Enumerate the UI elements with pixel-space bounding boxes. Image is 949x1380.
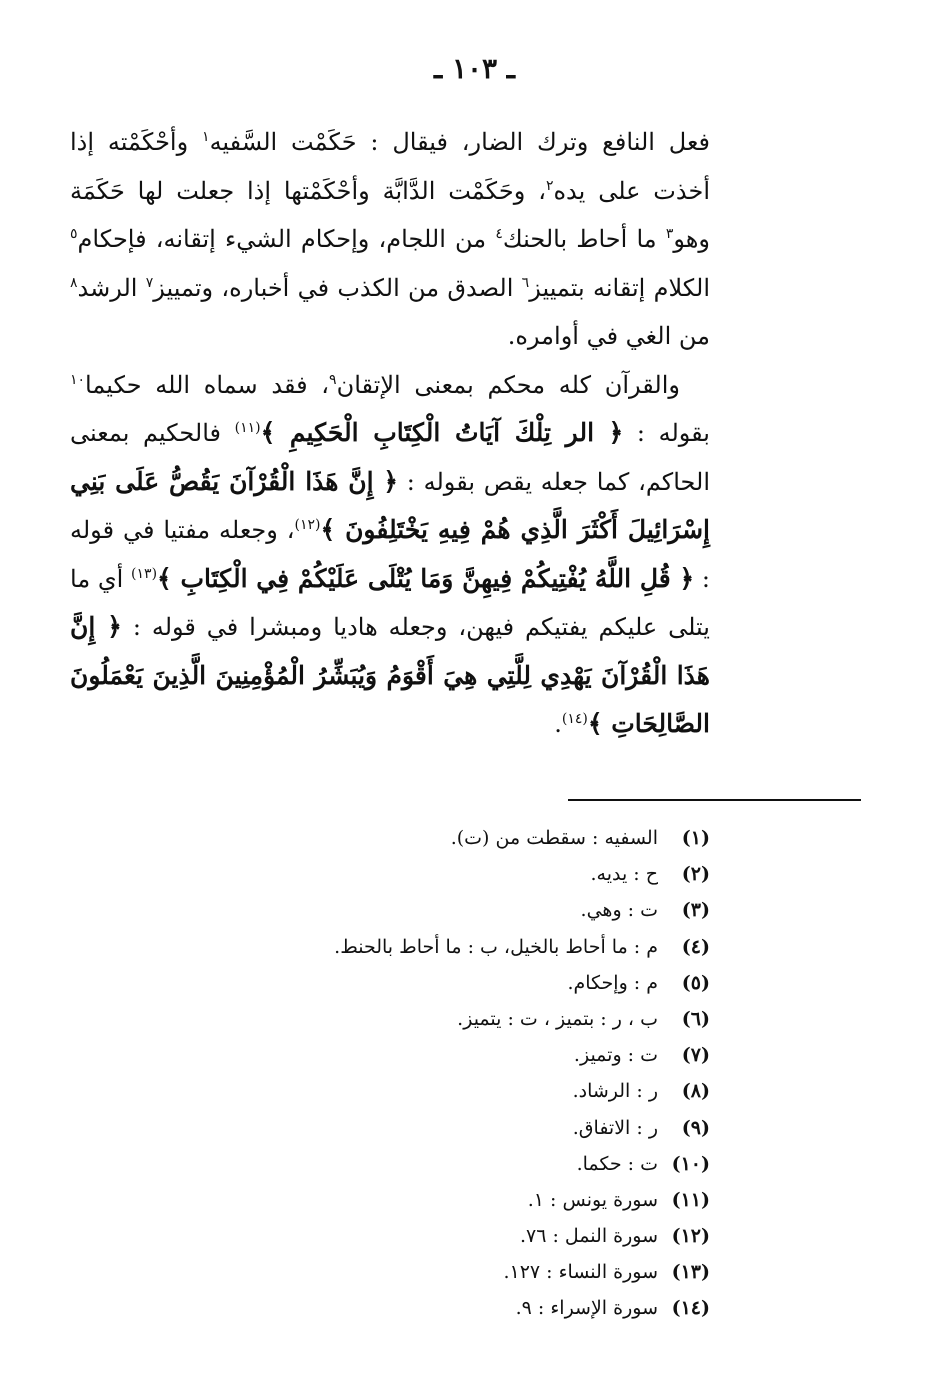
footnote-marker: ٢	[545, 177, 554, 194]
text-run: فعل النافع وترك الضار، فيقال : حَكَمْت السَّفيه	[209, 128, 710, 156]
footnote-item	[120, 1218, 710, 1254]
footnote-text: ر : الاتفاق.	[572, 1116, 658, 1139]
footnote-text: سورة النمل : ٧٦.	[519, 1225, 658, 1248]
footnote-text: ر : الرشاد.	[572, 1080, 658, 1103]
footnote-number: (٦)	[681, 1007, 710, 1030]
footnote-number: (٨)	[681, 1080, 710, 1103]
text-run: وأحْكَمْته إذا أخذت على يده	[70, 128, 711, 205]
text-run: بقوله :	[623, 419, 710, 447]
quran-verse: ﴿ إِنَّ هَذَا الْقُرْآنَ يَقُصُّ عَلَى بَنِي إِسْرَائِيلَ أَكْثَرَ الَّذِي هُمْ فِيهِ يَخْتَلِفُونَ ﴾	[70, 466, 710, 544]
footnote-number: (١٢)	[671, 1225, 710, 1248]
footnote-marker: ٤	[495, 226, 503, 242]
footnote-item	[120, 1110, 710, 1146]
footnote-text: م : وإحكام.	[567, 971, 658, 994]
footnote-marker: ٨	[70, 274, 78, 291]
footnote-item	[120, 1037, 710, 1073]
footnote-text: ت : حكما.	[576, 1152, 658, 1175]
text-run: .	[554, 710, 562, 738]
footnote-number: (٣)	[681, 899, 710, 922]
footnote-number: (١٣)	[671, 1261, 710, 1284]
text-run: الكلام إتقانه بتمييز	[529, 273, 710, 302]
footnote-text: سورة النساء : ١٢٧.	[503, 1261, 658, 1284]
text-run: الصدق من الكذب في أخباره، وتمييز	[153, 273, 522, 302]
footnote-number: (٩)	[681, 1116, 710, 1139]
footnote-item	[120, 1001, 710, 1037]
footnote-text: ت : وهي.	[580, 899, 658, 922]
footnotes	[120, 820, 710, 1327]
footnote-item	[120, 892, 710, 928]
text-run: الرشد	[77, 273, 146, 302]
main-text	[70, 118, 710, 749]
footnote-separator	[568, 799, 861, 801]
footnote-item	[120, 929, 710, 965]
footnote-number: (١١)	[671, 1188, 710, 1211]
footnote-text: ب ، ر : بتميز ، ت : يتميز.	[457, 1007, 658, 1030]
text-run: ، فقد سماه الله حكيما	[85, 370, 330, 399]
footnote-marker: (١٣)	[131, 565, 158, 582]
footnote-item	[120, 856, 710, 892]
footnote-number: (٥)	[681, 971, 710, 994]
footnote-marker: ١	[202, 129, 210, 145]
footnote-marker: ٩	[329, 371, 337, 388]
quran-verse: ﴿ إِنَّ هَذَا الْقُرْآنَ يَهْدِي لِلَّتِي هِيَ أَقْوَمُ وَيُبَشِّرُ الْمُؤْمِنِينَ الَّذِينَ يَعْمَلُونَ الصَّالِحَاتِ ﴾	[70, 612, 710, 738]
footnote-marker: (١٤)	[561, 711, 588, 727]
footnote-marker: (١٢)	[294, 517, 321, 533]
text-run: من الغي في أوامره.	[507, 322, 710, 350]
paragraph-2	[70, 361, 710, 749]
text-run: والقرآن كله محكم بمعنى الإتقان	[336, 370, 680, 399]
quran-verse: ﴿ الر تِلْكَ آيَاتُ الْكِتَابِ الْحَكِيمِ ﴾	[260, 418, 624, 447]
footnote-item	[120, 1290, 710, 1326]
footnote-item	[120, 1146, 710, 1182]
footnote-item	[120, 1073, 710, 1109]
footnote-number: (٤)	[681, 935, 710, 958]
page-number: ـ ١٠٣ ـ	[433, 52, 516, 85]
footnote-item	[120, 820, 710, 856]
footnote-text: السفيه : سقطت من (ت).	[450, 827, 658, 849]
paragraph-1	[70, 118, 710, 361]
footnote-number: (٧)	[681, 1044, 710, 1067]
footnote-item	[120, 965, 710, 1001]
text-run: من اللجام، وإحكام الشيء إتقانه، فإحكام	[77, 225, 496, 253]
footnote-marker: (١١)	[234, 420, 261, 436]
footnote-number: (٢)	[681, 863, 710, 886]
quran-verse: ﴿ قُلِ اللَّهُ يُفْتِيكُمْ فِيهِنَّ وَمَا يُتْلَى عَلَيْكُمْ فِي الْكِتَابِ ﴾	[157, 563, 695, 593]
footnote-number: (١٠)	[671, 1152, 710, 1175]
footnote-text: ح : يديه.	[590, 863, 658, 886]
footnote-marker: ٥	[70, 226, 78, 242]
text-run: ، وجعله مفتيا في قوله :	[70, 516, 710, 593]
footnote-item	[120, 1182, 710, 1218]
footnote-number: (١٤)	[671, 1297, 710, 1320]
text-run: ، وحَكَمْت الدَّابَّة وأحْكَمْتها إذا جعلت لها حَكَمَة وهو	[70, 176, 710, 253]
text-run: فالحكيم بمعنى الحاكم، كما جعله يقص بقوله :	[70, 419, 710, 496]
footnote-text: ت : وتميز.	[573, 1044, 658, 1067]
text-run: أي ما يتلى عليكم يفتيكم فيهن، وجعله هاديا ومبشرا في قوله :	[70, 564, 710, 641]
footnote-number: (١)	[681, 827, 710, 849]
footnote-text: سورة يونس : ١.	[527, 1188, 658, 1211]
footnote-marker: ١٠	[70, 371, 86, 388]
footnote-text: سورة الإسراء : ٩.	[515, 1297, 658, 1320]
footnote-item	[120, 1254, 710, 1290]
text-run: ما أحاط بالحنك	[502, 225, 666, 253]
footnote-marker: ٧	[145, 274, 154, 291]
footnote-marker: ٣	[665, 226, 674, 242]
footnote-marker: ٦	[521, 274, 530, 291]
footnote-text: م : ما أحاط بالخيل، ب : ما أحاط بالحنط.	[334, 935, 658, 958]
